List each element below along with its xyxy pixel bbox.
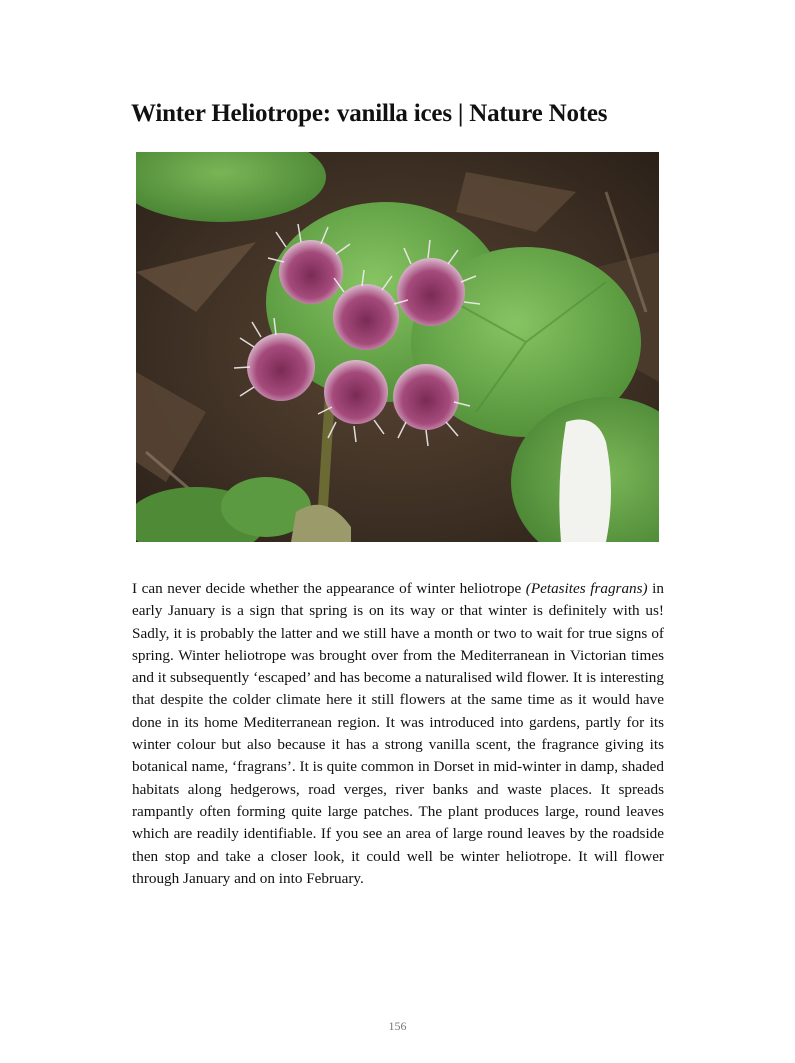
floret	[324, 360, 388, 424]
floret	[397, 258, 465, 326]
pale-leaf-patch	[559, 420, 611, 543]
article-paragraph	[132, 578, 664, 890]
page-number: 156	[388, 1019, 407, 1033]
photo-illustration	[136, 152, 659, 542]
floret	[247, 333, 315, 401]
floret	[279, 240, 343, 304]
latin-name: (Petasites fragrans)	[525, 580, 648, 597]
paragraph-text-rest: in early January is a sign that spring is on its way or that winter is definitely with us! Sadly, it is probably the latter and we still have a month or two to wait for true signs of spring. Winter heliotrope was brought over from the Mediterranean in Victorian times and it subsequently ‘escaped’ and has become a naturalised wild flower. It is interesting that despite the colder climate here it still flowers at the same time as it would have done in its home Mediterranean region. It was introduced into gardens, partly for its winter colour but also because it has a strong vanilla scent, the fragrance giving its botanical name, ‘fragrans’. It is quite common in Dorset in mid-winter in damp, shaded habitats along hedgerows, road verges, river banks and waste places. It spreads rampantly often forming quite large patches. The plant produces large, round leaves which are readily identifiable. If you see an area of large round leaves by the roadside then stop and take a closer look, it could well be winter heliotrope. It will flower through January and on into February.	[132, 580, 664, 887]
winter-heliotrope-photo	[136, 152, 659, 542]
paragraph-text-start: I can never decide whether the appearance of winter heliotrope	[132, 580, 526, 597]
page-title: Winter Heliotrope: vanilla ices | Nature Notes	[131, 100, 608, 127]
floret	[393, 364, 459, 430]
floret	[333, 284, 399, 350]
